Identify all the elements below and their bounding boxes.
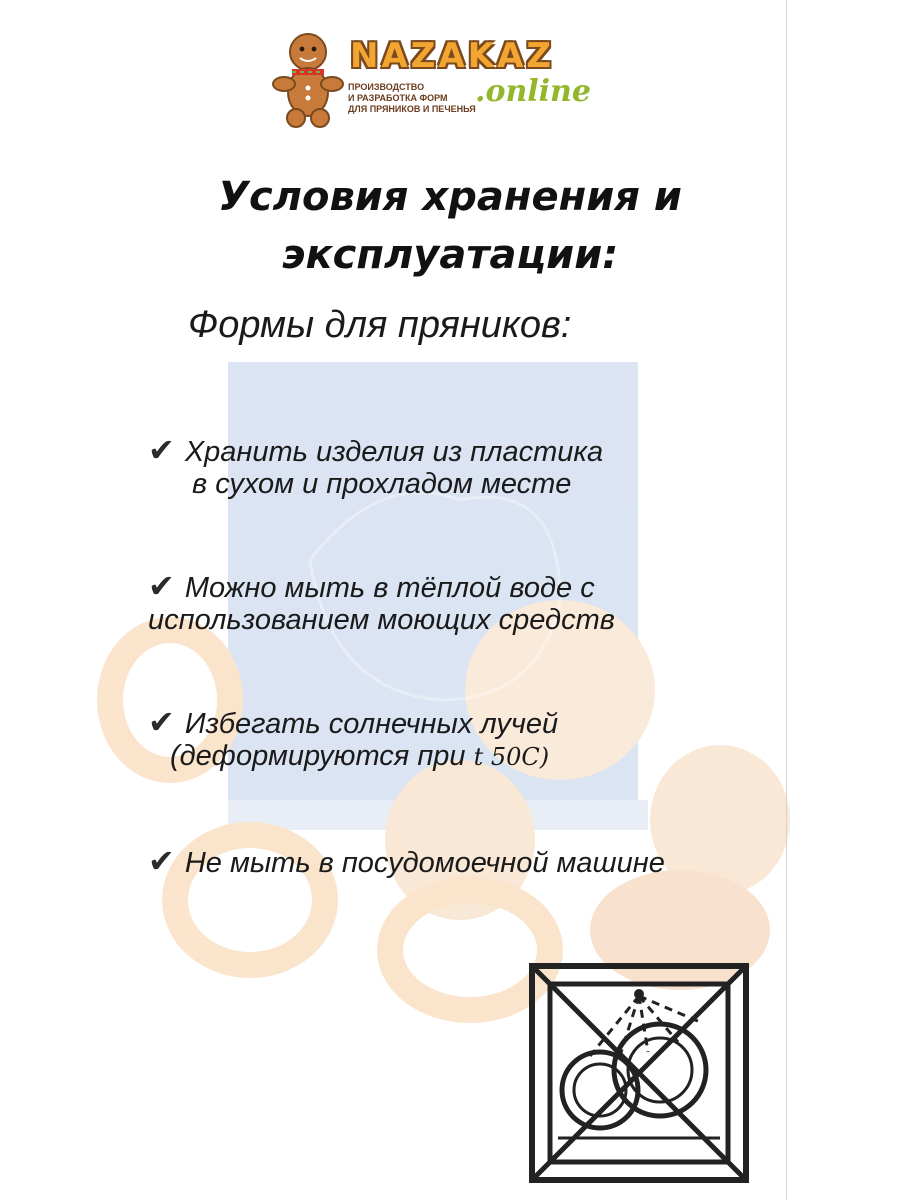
care-item-text: в сухом и прохладом месте — [192, 468, 572, 500]
page-title-line: эксплуатации: — [281, 232, 619, 278]
no-dishwasher-icon — [528, 962, 750, 1184]
care-item-washing — [148, 567, 615, 636]
logo-tagline-line: ПРОИЗВОДСТВО — [348, 82, 425, 92]
logo-tagline-line: И РАЗРАБОТКА ФОРМ — [348, 93, 448, 103]
care-item-text: использованием моющих средств — [148, 604, 615, 636]
care-item-text: Хранить изделия из пластика — [184, 436, 604, 468]
checkmark-icon: ✔ — [148, 842, 175, 880]
care-item-text: Избегать солнечных лучей — [184, 708, 559, 740]
gingerbread-man-icon — [270, 30, 348, 130]
care-item-text: Не мыть в посудомоечной машине — [184, 847, 665, 879]
checkmark-icon: ✔ — [148, 567, 175, 605]
care-item-dishwasher — [148, 842, 665, 880]
logo-domain: .online — [475, 74, 591, 109]
temperature-note: t 50C) — [473, 743, 550, 771]
page-edge-rule — [786, 0, 787, 1200]
care-item-sunlight — [148, 703, 559, 773]
logo-tagline-line: ДЛЯ ПРЯНИКОВ И ПЕЧЕНЬЯ — [348, 104, 476, 114]
care-item-storage — [148, 431, 604, 500]
logo-tagline — [348, 82, 488, 115]
care-item-text — [148, 740, 558, 773]
checkmark-icon: ✔ — [148, 431, 175, 469]
section-subtitle: Формы для пряников: — [188, 304, 572, 346]
page-title-line: Условия хранения и — [218, 174, 682, 220]
logo-brand-name: NAZAKAZ — [350, 36, 555, 76]
care-item-text-prefix: (деформируются при — [170, 740, 474, 772]
checkmark-icon: ✔ — [148, 703, 175, 741]
page-title — [150, 168, 750, 284]
care-item-text: Можно мыть в тёплой воде с — [184, 572, 595, 604]
brand-logo — [270, 30, 591, 130]
